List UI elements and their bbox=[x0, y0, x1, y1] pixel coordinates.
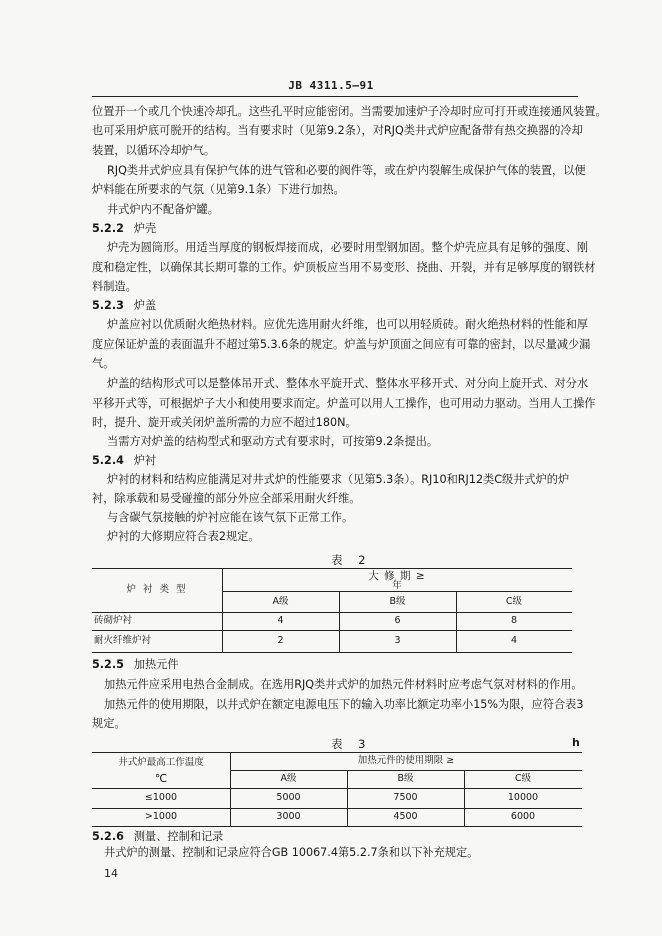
table-2-caption: 表 2 bbox=[331, 553, 372, 567]
table-row-label: 耐火纤维炉衬 bbox=[94, 635, 152, 646]
table-3-caption: 表 3 bbox=[331, 737, 372, 751]
body-line: 度应保证炉盖的表面温升不超过第5.3.6条的规定。炉盖与炉顶面之间应有可靠的密封，以尽量减少漏 bbox=[92, 338, 591, 351]
table-col-header: A级 bbox=[280, 773, 297, 784]
section-number: 5.2.2 bbox=[92, 222, 124, 235]
table-cell: 8 bbox=[510, 615, 518, 626]
body-line: 规定。 bbox=[92, 717, 126, 730]
section-5-2-6-heading bbox=[92, 830, 223, 844]
table-col-header: C级 bbox=[514, 773, 532, 784]
section-title: 炉衬 bbox=[133, 454, 157, 467]
table-group-unit: 年 bbox=[392, 580, 402, 591]
table-rule bbox=[92, 788, 582, 789]
table-rule bbox=[92, 826, 582, 827]
table-rule bbox=[92, 652, 572, 653]
page-number: 14 bbox=[104, 867, 118, 880]
table-rule bbox=[230, 770, 582, 771]
section-title: 加热元件 bbox=[133, 658, 179, 671]
body-line: 井式炉的测量、控制和记录应符合GB 10067.4第5.2.7条和以下补充规定。 bbox=[104, 846, 479, 859]
section-number: 5.2.4 bbox=[92, 454, 124, 467]
table-col-header: C级 bbox=[505, 596, 523, 607]
table-cell: 6000 bbox=[510, 811, 536, 822]
body-line: 炉衬的材料和结构应能满足对井式炉的性能要求（见第5.3条）。RJ10和RJ12类C级井式炉的炉 bbox=[107, 473, 570, 486]
table-group-header: 加热元件的使用期限 ≥ bbox=[357, 755, 455, 766]
section-number: 5.2.5 bbox=[92, 658, 124, 671]
table-cell: 7500 bbox=[393, 792, 418, 803]
table-row-header: 炉 衬 类 型 bbox=[126, 584, 188, 595]
body-line: 炉盖的结构形式可以是整体吊开式、整体水平旋开式、整体水平移开式、对分向上旋开式、对分水 bbox=[107, 377, 589, 390]
body-line: 平移开式等，可根据炉子大小和使用要求而定。炉盖可以用人工操作，也可用动力驱动。当用人工操作 bbox=[92, 397, 596, 410]
body-line: 料制造。 bbox=[92, 280, 137, 293]
section-5-2-2-heading bbox=[92, 222, 156, 236]
section-5-2-3-heading bbox=[92, 299, 156, 313]
body-line: RJQ类井式炉应具有保护气体的进气管和必要的阀件等，或在炉内裂解生成保护气体的装置，以便 bbox=[107, 164, 586, 177]
standard-header: JB 4311.5—91 bbox=[288, 79, 374, 92]
table-group-header: 大 修 期 ≥ bbox=[368, 570, 426, 582]
table-row-label: >1000 bbox=[144, 811, 178, 822]
table-row-label: 砖砌炉衬 bbox=[94, 615, 133, 626]
body-line: 度和稳定性，以确保其长期可靠的工作。炉顶板应当用不易变形、挠曲、开裂，并有足够厚度的钢铁材 bbox=[92, 261, 596, 274]
section-5-2-4-heading bbox=[92, 454, 156, 468]
table-rule bbox=[92, 612, 572, 613]
body-line: 位置开一个或几个快速冷却孔。这些孔平时应能密闭。当需要加速炉子冷却时应可打开或连接通风装置。 bbox=[92, 105, 607, 118]
body-line: 也可采用炉底可脱开的结构。当有要求时（见第9.2条），对RJQ类井式炉应配备带有热交换器的冷却 bbox=[92, 124, 583, 137]
body-line: 加热元件的使用期限，以井式炉在额定电源电压下的输入功率比额定功率小15%为限，应符合表3 bbox=[104, 698, 584, 711]
table-cell: 3000 bbox=[276, 811, 301, 822]
table-row-header-unit: ℃ bbox=[154, 772, 168, 785]
body-line: 装置，以循环冷却炉气。 bbox=[92, 144, 216, 157]
body-line: 时，提升、旋开或关闭炉盖所需的力应不超过180N。 bbox=[92, 416, 357, 429]
section-title: 测量、控制和记录 bbox=[133, 830, 224, 843]
body-line: 加热元件应采用电热合金制成。在选用RJQ类井式炉的加热元件材料时应考虑气氛对材料的作用。 bbox=[104, 678, 583, 691]
header-rule bbox=[92, 96, 578, 97]
table-cell: 3 bbox=[394, 635, 401, 646]
body-line: 炉衬的大修期应符合表2规定。 bbox=[107, 530, 260, 543]
body-line: 炉料能在所要求的气氛（见第9.1条）下进行加热。 bbox=[92, 183, 345, 196]
body-line: 当需方对炉盖的结构型式和驱动方式有要求时，可按第9.2条提出。 bbox=[107, 435, 439, 448]
body-line: 炉壳为圆筒形。用适当厚度的钢板焊接而成，必要时用型钢加固。整个炉壳应具有足够的强度、刚 bbox=[107, 241, 589, 254]
table-row-label: ≤1000 bbox=[144, 792, 178, 803]
body-line: 炉盖应衬以优质耐火绝热材料。应优先选用耐火纤维，也可以用轻质砖。耐火绝热材料的性能和厚 bbox=[107, 318, 589, 331]
table-cell: 4 bbox=[510, 635, 518, 646]
body-line: 井式炉内不配备炉罐。 bbox=[107, 203, 219, 216]
table-cell: 4 bbox=[277, 615, 284, 626]
section-number: 5.2.3 bbox=[92, 299, 124, 312]
table-rule bbox=[92, 630, 572, 631]
table-3-unit: h bbox=[572, 736, 580, 749]
table-rule bbox=[92, 808, 582, 809]
table-cell: 5000 bbox=[276, 792, 301, 803]
table-rule bbox=[92, 752, 582, 753]
table-rule bbox=[92, 568, 572, 569]
section-title: 炉壳 bbox=[133, 222, 157, 235]
table-col-header: B级 bbox=[397, 773, 414, 784]
section-title: 炉盖 bbox=[133, 299, 157, 312]
table-row-header: 井式炉最高工作温度 bbox=[118, 757, 204, 768]
table-cell: 4500 bbox=[393, 811, 418, 822]
section-5-2-5-heading bbox=[92, 658, 179, 672]
table-cell: 6 bbox=[394, 615, 401, 626]
table-col-header: A级 bbox=[272, 596, 289, 607]
table-col-header: B级 bbox=[389, 596, 406, 607]
section-number: 5.2.6 bbox=[92, 830, 124, 843]
body-line: 衬，除承载和易受碰撞的部分外应全部采用耐火纤维。 bbox=[92, 492, 361, 505]
table-cell: 2 bbox=[277, 635, 284, 646]
table-cell: 10000 bbox=[507, 792, 539, 803]
body-line: 与含碳气氛接触的炉衬应能在该气氛下正常工作。 bbox=[107, 511, 354, 524]
body-line: 气。 bbox=[92, 357, 115, 370]
